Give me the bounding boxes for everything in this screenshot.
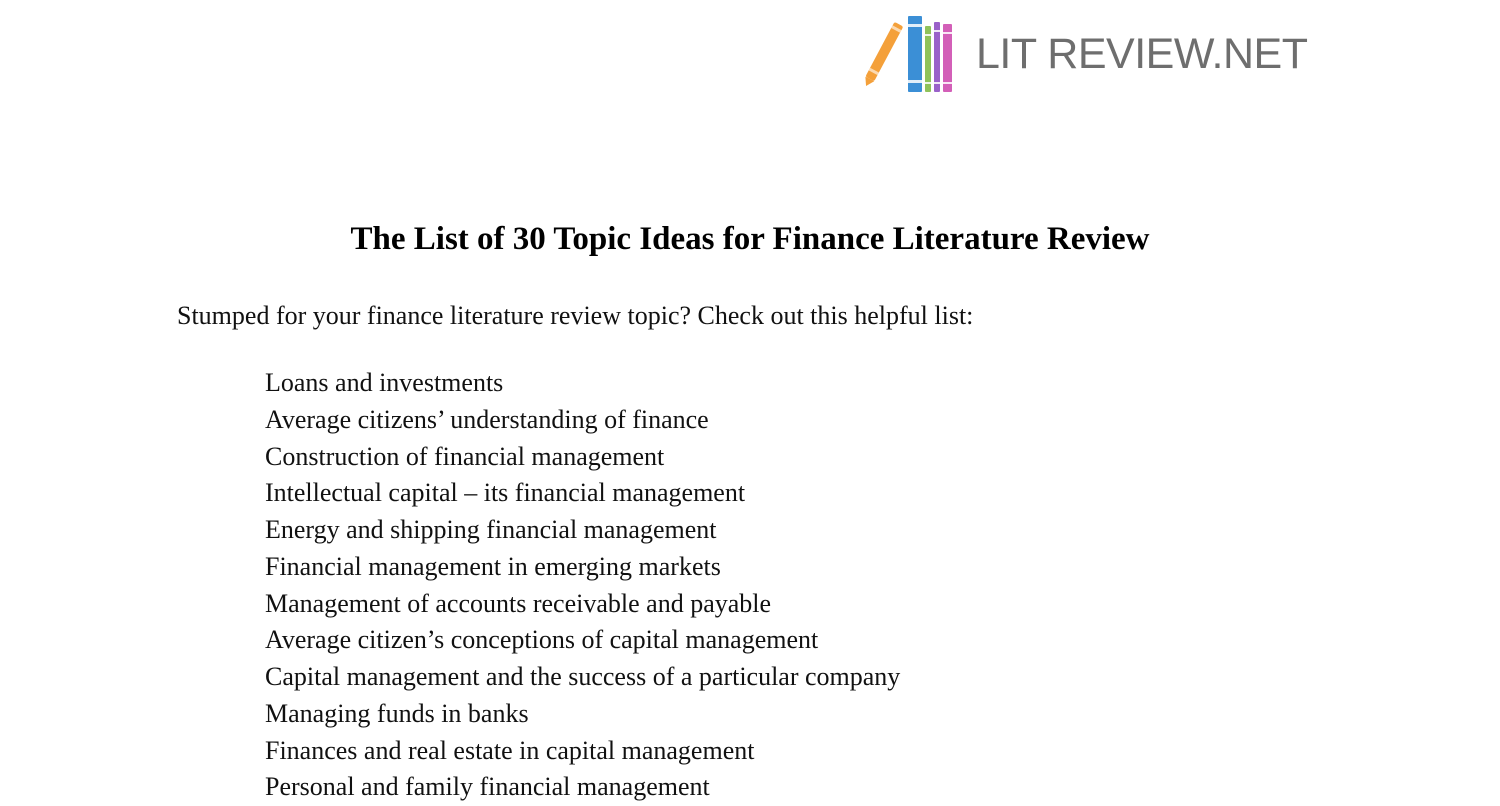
topic-text: Average citizens’ understanding of finance xyxy=(265,404,709,434)
topic-text: Energy and shipping financial management xyxy=(265,515,717,544)
topic-text: Intellectual capital – its financial management xyxy=(265,478,746,508)
topic-text: Loans and investments xyxy=(265,368,504,397)
document-title: The List of 30 Topic Ideas for Finance Literature Review xyxy=(350,221,1150,257)
intro-paragraph: Stumped for your finance literature review topic? Check out this helpful list: xyxy=(177,301,974,330)
site-logo[interactable] xyxy=(862,14,1308,94)
topic-text: Managing funds in banks xyxy=(265,698,529,728)
topic-text: Management of accounts receivable and payable xyxy=(265,588,772,618)
topic-text: Personal and family financial management xyxy=(265,772,710,802)
books-and-pencil-icon xyxy=(862,14,954,94)
topic-text: Average citizen’s conceptions of capital management xyxy=(265,625,819,655)
topic-text: Construction of financial management xyxy=(265,441,665,471)
topic-text: Capital management and the success of a particular company xyxy=(265,662,901,691)
logo-text: LIT REVIEW.NET xyxy=(976,29,1308,78)
topic-text: Financial management in emerging markets xyxy=(265,551,721,581)
topic-text: Finances and real estate in capital management xyxy=(265,735,755,765)
